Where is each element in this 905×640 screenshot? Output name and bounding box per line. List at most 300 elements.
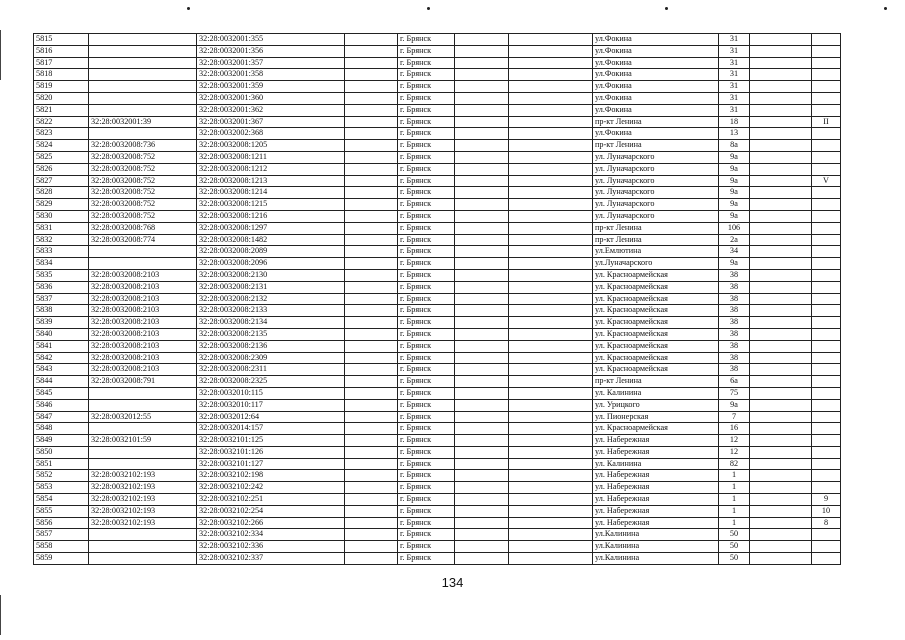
cadastral-number: 32:28:0032008:2135 (197, 328, 345, 340)
parent-cadastral-number (89, 541, 197, 553)
empty-cell (455, 340, 509, 352)
street: ул. Набережная (593, 435, 719, 447)
city: г. Брянск (398, 151, 455, 163)
empty-cell (509, 175, 593, 187)
row-number: 5825 (34, 151, 89, 163)
cadastral-number: 32:28:0032102:198 (197, 470, 345, 482)
row-number: 5833 (34, 246, 89, 258)
cadastral-number: 32:28:0032008:1213 (197, 175, 345, 187)
table-row (34, 57, 841, 69)
parent-cadastral-number: 32:28:0032008:2103 (89, 293, 197, 305)
cadastral-number: 32:28:0032101:125 (197, 435, 345, 447)
parent-cadastral-number: 32:28:0032008:752 (89, 187, 197, 199)
parent-cadastral-number: 32:28:0032008:2103 (89, 328, 197, 340)
empty-cell (345, 140, 398, 152)
city: г. Брянск (398, 387, 455, 399)
parent-cadastral-number: 32:28:0032008:752 (89, 151, 197, 163)
cadastral-number: 32:28:0032102:254 (197, 505, 345, 517)
table-row (34, 305, 841, 317)
parent-cadastral-number: 32:28:0032012:55 (89, 411, 197, 423)
parent-cadastral-number: 32:28:0032008:2103 (89, 352, 197, 364)
cadastral-number: 32:28:0032008:2136 (197, 340, 345, 352)
empty-cell (750, 411, 812, 423)
city: г. Брянск (398, 399, 455, 411)
empty-cell (345, 328, 398, 340)
city: г. Брянск (398, 140, 455, 152)
premises-number (812, 187, 841, 199)
empty-cell (750, 269, 812, 281)
empty-cell (509, 81, 593, 93)
scan-edge (0, 595, 1, 635)
empty-cell (345, 435, 398, 447)
cadastral-number: 32:28:0032008:1215 (197, 199, 345, 211)
table-row (34, 553, 841, 565)
cadastral-number: 32:28:0032001:362 (197, 104, 345, 116)
premises-number (812, 210, 841, 222)
city: г. Брянск (398, 34, 455, 46)
table-row (34, 151, 841, 163)
empty-cell (750, 435, 812, 447)
row-number: 5842 (34, 352, 89, 364)
empty-cell (509, 116, 593, 128)
row-number: 5817 (34, 57, 89, 69)
city: г. Брянск (398, 517, 455, 529)
premises-number (812, 81, 841, 93)
empty-cell (455, 423, 509, 435)
empty-cell (455, 446, 509, 458)
table-row (34, 199, 841, 211)
premises-number (812, 234, 841, 246)
house-number: 31 (719, 81, 750, 93)
empty-cell (750, 222, 812, 234)
parent-cadastral-number: 32:28:0032008:752 (89, 175, 197, 187)
city: г. Брянск (398, 553, 455, 565)
parent-cadastral-number: 32:28:0032102:193 (89, 517, 197, 529)
cadastral-number: 32:28:0032014:157 (197, 423, 345, 435)
empty-cell (455, 387, 509, 399)
cadastral-number: 32:28:0032001:358 (197, 69, 345, 81)
street: ул. Набережная (593, 482, 719, 494)
scan-dot (884, 7, 887, 10)
empty-cell (509, 446, 593, 458)
table-row (34, 281, 841, 293)
parent-cadastral-number: 32:28:0032008:2103 (89, 317, 197, 329)
house-number: 75 (719, 387, 750, 399)
premises-number (812, 128, 841, 140)
empty-cell (345, 482, 398, 494)
row-number: 5835 (34, 269, 89, 281)
empty-cell (455, 399, 509, 411)
table-row (34, 293, 841, 305)
empty-cell (455, 411, 509, 423)
house-number: 7 (719, 411, 750, 423)
empty-cell (455, 541, 509, 553)
empty-cell (750, 151, 812, 163)
row-number: 5821 (34, 104, 89, 116)
parent-cadastral-number (89, 387, 197, 399)
house-number: 38 (719, 317, 750, 329)
cadastral-number: 32:28:0032008:2089 (197, 246, 345, 258)
empty-cell (455, 57, 509, 69)
empty-cell (750, 494, 812, 506)
table-row (34, 210, 841, 222)
parent-cadastral-number (89, 246, 197, 258)
cadastral-number: 32:28:0032008:2325 (197, 376, 345, 388)
cadastral-number: 32:28:0032008:2130 (197, 269, 345, 281)
premises-number (812, 45, 841, 57)
empty-cell (345, 281, 398, 293)
premises-number (812, 340, 841, 352)
table-row (34, 175, 841, 187)
empty-cell (455, 92, 509, 104)
city: г. Брянск (398, 423, 455, 435)
empty-cell (509, 352, 593, 364)
street: ул.Калинина (593, 553, 719, 565)
table-row (34, 470, 841, 482)
premises-number (812, 399, 841, 411)
parent-cadastral-number (89, 92, 197, 104)
empty-cell (455, 364, 509, 376)
empty-cell (345, 529, 398, 541)
premises-number (812, 553, 841, 565)
premises-number (812, 140, 841, 152)
empty-cell (750, 387, 812, 399)
empty-cell (509, 163, 593, 175)
street: ул. Набережная (593, 446, 719, 458)
parent-cadastral-number (89, 399, 197, 411)
empty-cell (345, 57, 398, 69)
empty-cell (750, 81, 812, 93)
empty-cell (455, 151, 509, 163)
parent-cadastral-number: 32:28:0032008:736 (89, 140, 197, 152)
empty-cell (750, 553, 812, 565)
empty-cell (345, 222, 398, 234)
house-number: 16 (719, 423, 750, 435)
row-number: 5850 (34, 446, 89, 458)
table-row (34, 92, 841, 104)
cadastral-number: 32:28:0032008:2096 (197, 258, 345, 270)
empty-cell (750, 45, 812, 57)
house-number: 6а (719, 376, 750, 388)
empty-cell (509, 210, 593, 222)
row-number: 5830 (34, 210, 89, 222)
empty-cell (509, 376, 593, 388)
table-row (34, 482, 841, 494)
house-number: 50 (719, 541, 750, 553)
empty-cell (455, 69, 509, 81)
parent-cadastral-number: 32:28:0032008:2103 (89, 269, 197, 281)
empty-cell (509, 45, 593, 57)
empty-cell (750, 293, 812, 305)
street: ул. Калинина (593, 458, 719, 470)
row-number: 5820 (34, 92, 89, 104)
street: ул. Набережная (593, 494, 719, 506)
city: г. Брянск (398, 352, 455, 364)
empty-cell (750, 529, 812, 541)
city: г. Брянск (398, 470, 455, 482)
house-number: 9а (719, 175, 750, 187)
empty-cell (509, 234, 593, 246)
row-number: 5843 (34, 364, 89, 376)
cadastral-number: 32:28:0032008:1212 (197, 163, 345, 175)
empty-cell (345, 151, 398, 163)
empty-cell (455, 293, 509, 305)
row-number: 5845 (34, 387, 89, 399)
premises-number (812, 281, 841, 293)
city: г. Брянск (398, 175, 455, 187)
premises-number (812, 446, 841, 458)
street: ул. Красноармейская (593, 423, 719, 435)
premises-number (812, 411, 841, 423)
empty-cell (750, 328, 812, 340)
street: ул. Луначарского (593, 210, 719, 222)
city: г. Брянск (398, 234, 455, 246)
cadastral-number: 32:28:0032008:2133 (197, 305, 345, 317)
street: ул. Набережная (593, 505, 719, 517)
row-number: 5829 (34, 199, 89, 211)
scan-dot (665, 7, 668, 10)
empty-cell (345, 446, 398, 458)
house-number: 31 (719, 92, 750, 104)
premises-number (812, 69, 841, 81)
city: г. Брянск (398, 482, 455, 494)
city: г. Брянск (398, 269, 455, 281)
empty-cell (750, 541, 812, 553)
house-number: 9а (719, 210, 750, 222)
row-number: 5836 (34, 281, 89, 293)
empty-cell (455, 246, 509, 258)
empty-cell (345, 199, 398, 211)
empty-cell (750, 92, 812, 104)
parent-cadastral-number: 32:28:0032008:768 (89, 222, 197, 234)
city: г. Брянск (398, 258, 455, 270)
house-number: 34 (719, 246, 750, 258)
empty-cell (345, 317, 398, 329)
empty-cell (509, 505, 593, 517)
premises-number (812, 57, 841, 69)
empty-cell (345, 234, 398, 246)
empty-cell (345, 494, 398, 506)
premises-number (812, 293, 841, 305)
city: г. Брянск (398, 116, 455, 128)
cadastral-number: 32:28:0032012:64 (197, 411, 345, 423)
empty-cell (750, 423, 812, 435)
empty-cell (345, 128, 398, 140)
street: ул. Красноармейская (593, 293, 719, 305)
row-number: 5849 (34, 435, 89, 447)
empty-cell (345, 92, 398, 104)
table-row (34, 446, 841, 458)
empty-cell (345, 305, 398, 317)
empty-cell (750, 305, 812, 317)
empty-cell (750, 364, 812, 376)
street: ул. Красноармейская (593, 328, 719, 340)
premises-number (812, 305, 841, 317)
table-row (34, 317, 841, 329)
empty-cell (750, 470, 812, 482)
table-row (34, 352, 841, 364)
premises-number (812, 269, 841, 281)
city: г. Брянск (398, 187, 455, 199)
house-number: 106 (719, 222, 750, 234)
house-number: 8а (719, 140, 750, 152)
empty-cell (750, 482, 812, 494)
parent-cadastral-number (89, 69, 197, 81)
cadastral-number: 32:28:0032102:334 (197, 529, 345, 541)
parent-cadastral-number: 32:28:0032008:752 (89, 210, 197, 222)
empty-cell (509, 258, 593, 270)
empty-cell (750, 104, 812, 116)
premises-number (812, 199, 841, 211)
city: г. Брянск (398, 210, 455, 222)
house-number: 13 (719, 128, 750, 140)
empty-cell (455, 45, 509, 57)
table-row (34, 128, 841, 140)
empty-cell (750, 69, 812, 81)
parent-cadastral-number (89, 529, 197, 541)
empty-cell (455, 175, 509, 187)
house-number: 38 (719, 281, 750, 293)
premises-number (812, 435, 841, 447)
street: ул.Емлютина (593, 246, 719, 258)
city: г. Брянск (398, 81, 455, 93)
city: г. Брянск (398, 222, 455, 234)
empty-cell (509, 411, 593, 423)
empty-cell (509, 541, 593, 553)
row-number: 5852 (34, 470, 89, 482)
premises-number (812, 387, 841, 399)
city: г. Брянск (398, 458, 455, 470)
empty-cell (509, 364, 593, 376)
house-number: 9а (719, 399, 750, 411)
parent-cadastral-number: 32:28:0032008:2103 (89, 340, 197, 352)
scan-dot (427, 7, 430, 10)
table-row (34, 69, 841, 81)
row-number: 5832 (34, 234, 89, 246)
table-row (34, 104, 841, 116)
table-row (34, 435, 841, 447)
street: ул.Калинина (593, 529, 719, 541)
empty-cell (750, 281, 812, 293)
empty-cell (345, 69, 398, 81)
parent-cadastral-number (89, 423, 197, 435)
street: ул.Фокина (593, 34, 719, 46)
cadastral-number: 32:28:0032102:251 (197, 494, 345, 506)
parent-cadastral-number (89, 57, 197, 69)
empty-cell (509, 128, 593, 140)
cadastral-number: 32:28:0032008:2134 (197, 317, 345, 329)
empty-cell (750, 175, 812, 187)
empty-cell (750, 352, 812, 364)
cadastral-number: 32:28:0032010:117 (197, 399, 345, 411)
row-number: 5858 (34, 541, 89, 553)
empty-cell (509, 328, 593, 340)
empty-cell (750, 317, 812, 329)
street: ул.Фокина (593, 45, 719, 57)
empty-cell (345, 423, 398, 435)
parent-cadastral-number: 32:28:0032008:791 (89, 376, 197, 388)
empty-cell (345, 81, 398, 93)
premises-number (812, 470, 841, 482)
empty-cell (455, 281, 509, 293)
empty-cell (750, 376, 812, 388)
row-number: 5856 (34, 517, 89, 529)
city: г. Брянск (398, 57, 455, 69)
cadastral-number: 32:28:0032102:266 (197, 517, 345, 529)
empty-cell (509, 269, 593, 281)
house-number: 1 (719, 494, 750, 506)
empty-cell (509, 387, 593, 399)
empty-cell (509, 423, 593, 435)
empty-cell (509, 517, 593, 529)
house-number: 31 (719, 57, 750, 69)
empty-cell (509, 435, 593, 447)
empty-cell (345, 210, 398, 222)
empty-cell (509, 104, 593, 116)
city: г. Брянск (398, 541, 455, 553)
house-number: 38 (719, 328, 750, 340)
premises-number (812, 163, 841, 175)
row-number: 5855 (34, 505, 89, 517)
premises-number (812, 222, 841, 234)
cadastral-number: 32:28:0032008:1211 (197, 151, 345, 163)
cadastral-number: 32:28:0032008:1216 (197, 210, 345, 222)
premises-number (812, 423, 841, 435)
premises-number: V (812, 175, 841, 187)
empty-cell (750, 116, 812, 128)
empty-cell (455, 505, 509, 517)
empty-cell (750, 234, 812, 246)
parent-cadastral-number: 32:28:0032102:193 (89, 494, 197, 506)
empty-cell (345, 116, 398, 128)
table-row (34, 116, 841, 128)
premises-number (812, 376, 841, 388)
street: ул. Красноармейская (593, 317, 719, 329)
empty-cell (509, 553, 593, 565)
empty-cell (509, 246, 593, 258)
empty-cell (750, 34, 812, 46)
house-number: 38 (719, 293, 750, 305)
city: г. Брянск (398, 45, 455, 57)
premises-number (812, 92, 841, 104)
city: г. Брянск (398, 317, 455, 329)
empty-cell (455, 435, 509, 447)
row-number: 5841 (34, 340, 89, 352)
empty-cell (345, 399, 398, 411)
empty-cell (345, 175, 398, 187)
empty-cell (509, 305, 593, 317)
house-number: 31 (719, 69, 750, 81)
parent-cadastral-number (89, 81, 197, 93)
city: г. Брянск (398, 281, 455, 293)
house-number: 1 (719, 517, 750, 529)
table-row (34, 34, 841, 46)
empty-cell (750, 458, 812, 470)
street: ул. Красноармейская (593, 281, 719, 293)
empty-cell (509, 187, 593, 199)
register-table-body (34, 34, 841, 565)
house-number: 38 (719, 352, 750, 364)
table-row (34, 411, 841, 423)
city: г. Брянск (398, 411, 455, 423)
street: ул. Луначарского (593, 163, 719, 175)
city: г. Брянск (398, 376, 455, 388)
empty-cell (750, 163, 812, 175)
city: г. Брянск (398, 340, 455, 352)
cadastral-number: 32:28:0032102:336 (197, 541, 345, 553)
parent-cadastral-number: 32:28:0032008:774 (89, 234, 197, 246)
cadastral-number: 32:28:0032001:360 (197, 92, 345, 104)
